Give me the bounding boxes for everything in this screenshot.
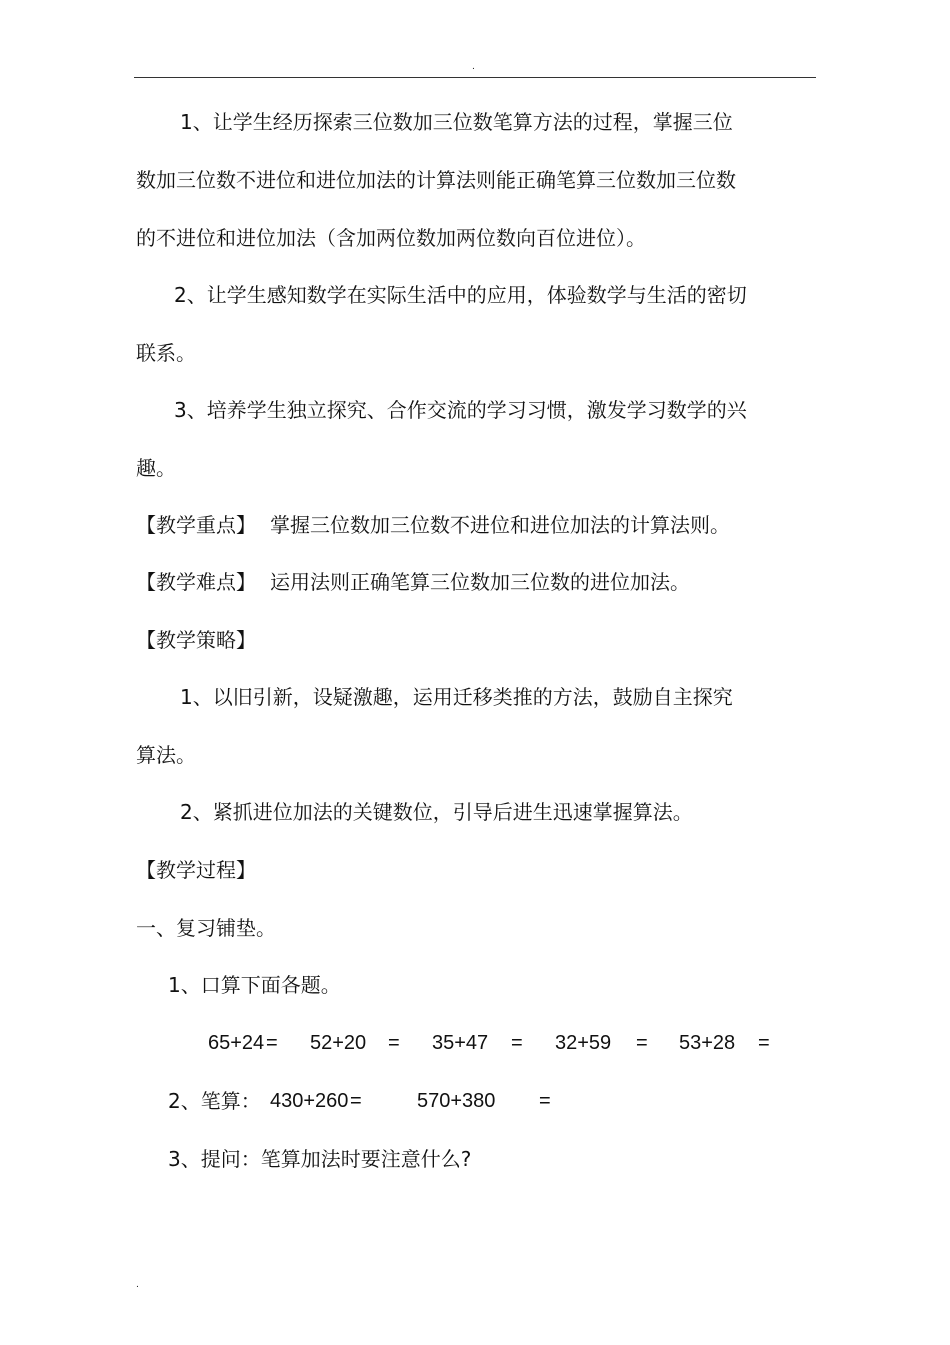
footer-mark: .: [136, 1280, 139, 1290]
process-heading: 【教学过程】: [136, 858, 256, 882]
written-problem-2-equals: =: [539, 1090, 551, 1112]
oral-problem-1: 65+24: [208, 1032, 265, 1054]
header-mark: .: [472, 62, 475, 72]
question-prompt: 3、提问：笔算加法时要注意什么?: [168, 1147, 472, 1171]
written-problem-1-equals: =: [350, 1090, 362, 1112]
difficulty-text: 运用法则正确笔算三位数加三位数的进位加法。: [270, 570, 690, 594]
oral-problem-3: 35+47: [432, 1032, 489, 1054]
written-calculation-label: 2、笔算：: [168, 1089, 261, 1113]
objective-3-line-1: 3、培养学生独立探究、合作交流的学习习惯，激发学习数学的兴: [174, 398, 747, 422]
objective-2-line-2: 联系。: [136, 341, 196, 365]
strategy-1-line-2: 算法。: [136, 743, 196, 767]
strategy-2-line-1: 2、紧抓进位加法的关键数位，引导后进生迅速掌握算法。: [180, 800, 693, 824]
written-problem-1: 430+260: [270, 1090, 349, 1112]
objective-2-line-1: 2、让学生感知数学在实际生活中的应用，体验数学与生活的密切: [174, 283, 747, 307]
oral-problem-5: 53+28: [679, 1032, 736, 1054]
oral-problem-1-equals: =: [266, 1032, 278, 1054]
difficulty-heading: 【教学难点】: [136, 570, 256, 594]
oral-problem-2: 52+20: [310, 1032, 367, 1054]
header-rule: [134, 77, 816, 78]
key-point-text: 掌握三位数加三位数不进位和进位加法的计算法则。: [270, 513, 730, 537]
oral-problem-5-equals: =: [758, 1032, 770, 1054]
oral-calculation-instruction: 1、口算下面各题。: [168, 973, 341, 997]
key-point-heading: 【教学重点】: [136, 513, 256, 537]
written-problem-2: 570+380: [417, 1090, 496, 1112]
objective-1-line-1: 1、让学生经历探索三位数加三位数笔算方法的过程，掌握三位: [180, 110, 733, 134]
strategy-heading: 【教学策略】: [136, 628, 256, 652]
oral-problem-3-equals: =: [511, 1032, 523, 1054]
objective-1-line-3: 的不进位和进位加法（含加两位数加两位数向百位进位）。: [136, 226, 646, 250]
objective-1-line-2: 数加三位数不进位和进位加法的计算法则能正确笔算三位数加三位数: [136, 168, 736, 192]
strategy-1-line-1: 1、以旧引新，设疑激趣，运用迁移类推的方法，鼓励自主探究: [180, 685, 733, 709]
oral-problem-4: 32+59: [555, 1032, 612, 1054]
oral-problem-4-equals: =: [636, 1032, 648, 1054]
objective-3-line-2: 趣。: [136, 456, 176, 480]
section-review-heading: 一、复习铺垫。: [136, 916, 276, 940]
oral-problem-2-equals: =: [388, 1032, 400, 1054]
